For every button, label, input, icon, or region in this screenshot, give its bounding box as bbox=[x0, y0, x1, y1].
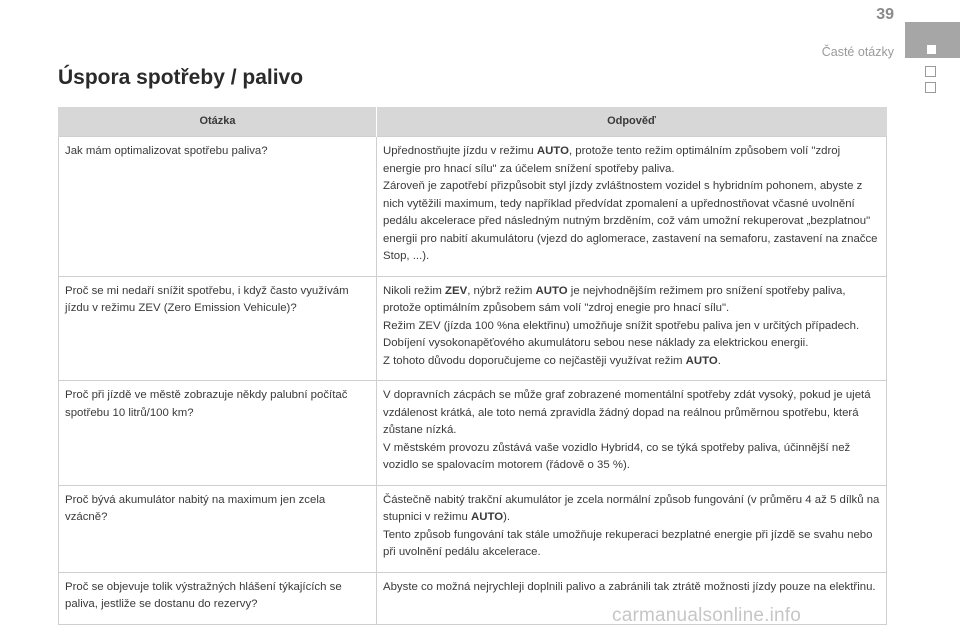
page-title: Úspora spotřeby / palivo bbox=[58, 66, 304, 89]
mode-name-bold: AUTO bbox=[471, 511, 504, 523]
chapter-tab-marker-icon bbox=[927, 45, 936, 54]
section-label: Časté otázky bbox=[821, 45, 894, 59]
mode-name-bold: ZEV bbox=[445, 284, 468, 297]
faq-table bbox=[58, 107, 887, 625]
answer-cell bbox=[377, 485, 887, 572]
chapter-tab-box-icon bbox=[925, 82, 936, 93]
table-row bbox=[59, 381, 887, 486]
answer-text: Z tohoto důvodu doporučujeme co nejčastěji využívat režim bbox=[383, 354, 686, 367]
answer-text: Částečně nabitý trakční akumulátor je zcela normální způsob fungování (v průměru 4 až 5 dílků na stupnici v režimu bbox=[383, 493, 880, 523]
answer-text: Nikoli režim bbox=[383, 284, 446, 297]
chapter-tab-active bbox=[905, 22, 960, 58]
watermark: carmanualsonline.info bbox=[612, 605, 802, 626]
answer-text: V městském provozu zůstává vaše vozidlo Hybrid4, co se týká spotřeby paliva, účinnější než vozidlo se spalovacím motorem (řádově o 35 %). bbox=[383, 441, 851, 471]
answer-text: Zároveň je zapotřebí přizpůsobit styl jízdy zvláštnostem vozidel s hybridním pohonem, abyste z nich vytěžili maximum, tedy například předvídat zpomalení a upřednostňovat včasné uvolnění pedálu akcelerace před následným nutným brzděním, což vám umožní rekuperovat „bezplatnou" energii pro nabití akumulátoru (vjezd do aglomerace, zastavení na semaforu, zastavení na značce Stop, ...). bbox=[383, 180, 878, 262]
faq-table-body bbox=[59, 137, 887, 625]
answer-text: ). bbox=[503, 511, 511, 523]
answer-text: . bbox=[717, 354, 721, 367]
mode-name-bold: AUTO bbox=[535, 284, 568, 297]
answer-paragraph bbox=[383, 283, 880, 318]
question-cell: Proč se objevuje tolik výstražných hlášení týkajících se paliva, jestliže se dostanu do rezervy? bbox=[59, 572, 377, 624]
answer-text: , nýbrž režim bbox=[467, 284, 536, 297]
answer-paragraph bbox=[383, 527, 880, 562]
answer-cell bbox=[377, 137, 887, 277]
table-row bbox=[59, 276, 887, 381]
question-cell: Proč se mi nedaří snížit spotřebu, i když často využívám jízdu v režimu ZEV (Zero Emission Vehicule)? bbox=[59, 276, 377, 381]
answer-cell bbox=[377, 381, 887, 486]
question-cell: Jak mám optimalizovat spotřebu paliva? bbox=[59, 137, 377, 277]
answer-paragraph bbox=[383, 143, 880, 178]
mode-name-bold: AUTO bbox=[536, 145, 569, 157]
answer-text: Abyste co možná nejrychleji doplnili palivo a zabránili tak ztrátě možnosti jízdy pouze na elektřinu. bbox=[383, 580, 876, 593]
table-row bbox=[59, 485, 887, 572]
table-header-row bbox=[59, 107, 887, 137]
answer-text: Upřednostňujte jízdu v režimu bbox=[383, 145, 537, 157]
answer-text: je nejvhodnějším režimem pro snížení spotřeby paliva, protože optimálním způsobem sám volí "zdroj enegie pro hnací sílu". bbox=[383, 284, 846, 314]
column-header-answer: Odpověď bbox=[377, 107, 887, 137]
chapter-tab-box-icon bbox=[925, 66, 936, 77]
answer-text: Tento způsob fungování tak stále umožňuje rekuperaci bezplatné energie při jízdě se svahu nebo při uvolnění pedálu akcelerace. bbox=[383, 528, 873, 558]
question-cell: Proč bývá akumulátor nabitý na maximum jen zcela vzácně? bbox=[59, 485, 377, 572]
page-number: 39 bbox=[876, 6, 894, 23]
answer-text: Režim ZEV (jízda 100 %na elektřinu) umožňuje snížit spotřebu paliva jen v určitých případech. Dobíjení vysokonapěťového akumulátoru sebou nese náklady za elektrickou energii. bbox=[383, 319, 860, 349]
answer-cell bbox=[377, 276, 887, 381]
answer-text: , protože tento režim optimálním způsobem volí "zdroj energie pro hnací sílu" za účelem snížení spotřeby paliva. bbox=[383, 145, 841, 175]
answer-paragraph bbox=[383, 353, 880, 371]
column-header-question: Otázka bbox=[59, 107, 377, 137]
answer-paragraph bbox=[383, 318, 880, 353]
answer-paragraph bbox=[383, 492, 880, 527]
question-cell: Proč při jízdě ve městě zobrazuje někdy palubní počítač spotřebu 10 litrů/100 km? bbox=[59, 381, 377, 486]
answer-paragraph bbox=[383, 178, 880, 266]
answer-paragraph bbox=[383, 440, 880, 475]
answer-paragraph bbox=[383, 387, 880, 440]
answer-text: V dopravních zácpách se může graf zobrazené momentální spotřeby zdát vysoký, pokud je ujetá vzdálenost krátká, ale toto nemá zpravidla žádný dopad na reálnou průměrnou spotřebu, která zůstane nízká. bbox=[383, 389, 871, 436]
mode-name-bold: AUTO bbox=[685, 354, 718, 367]
answer-paragraph bbox=[383, 579, 880, 597]
table-row bbox=[59, 137, 887, 277]
